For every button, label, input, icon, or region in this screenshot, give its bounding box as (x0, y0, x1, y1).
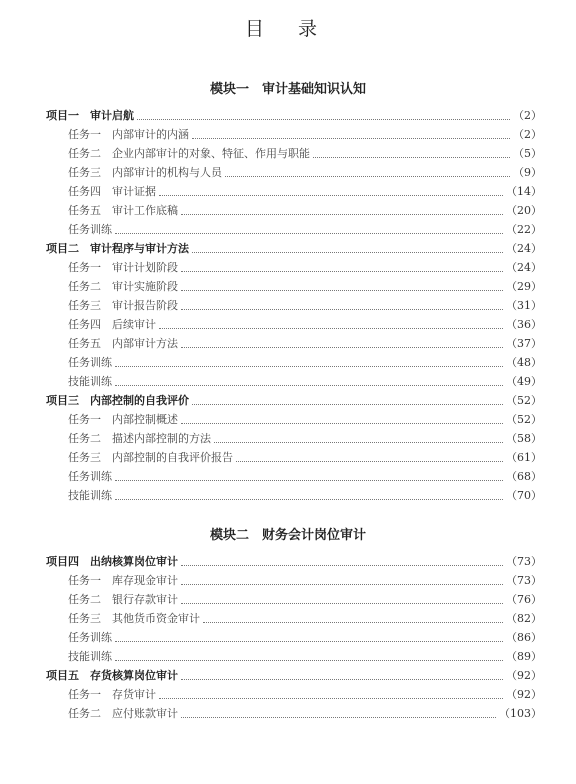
toc-project-entry[interactable] (46, 239, 542, 258)
entry-label: 任务五 内部审计方法 (68, 337, 178, 350)
entry-label: 任务训练 (68, 223, 112, 236)
toc-task-entry[interactable] (46, 467, 542, 486)
toc-section (46, 552, 542, 723)
dot-leader (181, 346, 503, 348)
dot-leader (115, 384, 503, 386)
page-number: （82） (506, 612, 542, 625)
toc-task-entry[interactable] (46, 334, 542, 353)
page-number: （22） (506, 223, 542, 236)
entry-label: 任务二 审计实施阶段 (68, 280, 178, 293)
entry-label: 任务一 内部控制概述 (68, 413, 178, 426)
page-number: （20） (506, 204, 542, 217)
page-number: （58） (506, 432, 542, 445)
page-number: （2） (513, 128, 542, 141)
dot-leader (236, 460, 503, 462)
entry-label: 任务二 企业内部审计的对象、特征、作用与职能 (68, 147, 310, 160)
page-number: （49） (506, 375, 542, 388)
toc-task-entry[interactable] (46, 201, 542, 220)
page-number: （14） (506, 185, 542, 198)
dot-leader (181, 289, 503, 291)
toc-task-entry[interactable] (46, 220, 542, 239)
toc-task-entry[interactable] (46, 628, 542, 647)
entry-label: 项目二 审计程序与审计方法 (46, 242, 189, 255)
toc-task-entry[interactable] (46, 144, 542, 163)
dot-leader (159, 697, 503, 699)
toc-task-entry[interactable] (46, 277, 542, 296)
module-title: 模块二 财务会计岗位审计 (209, 528, 366, 543)
dot-leader (115, 232, 503, 234)
dot-leader (181, 270, 503, 272)
dot-leader (181, 678, 503, 680)
dot-leader (203, 621, 503, 623)
toc-task-entry[interactable] (46, 315, 542, 334)
entry-label: 任务训练 (68, 470, 112, 483)
page-title: 目 录 (244, 18, 332, 40)
page-number: （92） (506, 688, 542, 701)
dot-leader (115, 365, 503, 367)
dot-leader (192, 251, 503, 253)
entry-label: 任务一 审计计划阶段 (68, 261, 178, 274)
entry-label: 任务训练 (68, 356, 112, 369)
entry-label: 任务一 存货审计 (68, 688, 156, 701)
page-number: （76） (506, 593, 542, 606)
toc-task-entry[interactable] (46, 372, 542, 391)
entry-label: 任务三 其他货币资金审计 (68, 612, 200, 625)
page-number: （52） (506, 394, 542, 407)
dot-leader (181, 308, 503, 310)
dot-leader (115, 498, 503, 500)
toc-task-entry[interactable] (46, 647, 542, 666)
page-number: （2） (513, 109, 542, 122)
entry-label: 项目一 审计启航 (46, 109, 134, 122)
toc-section (46, 106, 542, 505)
toc-task-entry[interactable] (46, 448, 542, 467)
entry-label: 任务三 内部审计的机构与人员 (68, 166, 222, 179)
page-number: （5） (513, 147, 542, 160)
entry-label: 任务四 后续审计 (68, 318, 156, 331)
dot-leader (181, 716, 496, 718)
entry-label: 任务四 审计证据 (68, 185, 156, 198)
page-number: （92） (506, 669, 542, 682)
dot-leader (115, 640, 503, 642)
toc-project-entry[interactable] (46, 552, 542, 571)
entry-label: 技能训练 (68, 375, 112, 388)
entry-label: 任务二 描述内部控制的方法 (68, 432, 211, 445)
dot-leader (181, 213, 503, 215)
dot-leader (181, 583, 503, 585)
dot-leader (115, 659, 503, 661)
toc-task-entry[interactable] (46, 486, 542, 505)
dot-leader (181, 564, 503, 566)
dot-leader (225, 175, 510, 177)
dot-leader (181, 602, 503, 604)
entry-label: 技能训练 (68, 650, 112, 663)
entry-label: 任务三 内部控制的自我评价报告 (68, 451, 233, 464)
toc-task-entry[interactable] (46, 571, 542, 590)
page-number: （9） (513, 166, 542, 179)
toc-task-entry[interactable] (46, 163, 542, 182)
toc-task-entry[interactable] (46, 704, 542, 723)
toc-task-entry[interactable] (46, 590, 542, 609)
page-number: （31） (506, 299, 542, 312)
page-number: （89） (506, 650, 542, 663)
dot-leader (313, 156, 510, 158)
toc-task-entry[interactable] (46, 685, 542, 704)
entry-label: 项目三 内部控制的自我评价 (46, 394, 189, 407)
toc-project-entry[interactable] (46, 666, 542, 685)
toc-task-entry[interactable] (46, 182, 542, 201)
page-number: （24） (506, 261, 542, 274)
module-title: 模块一 审计基础知识认知 (209, 82, 366, 97)
page-number: （36） (506, 318, 542, 331)
page-number: （24） (506, 242, 542, 255)
dot-leader (137, 118, 510, 120)
page-number: （86） (506, 631, 542, 644)
entry-label: 项目五 存货核算岗位审计 (46, 669, 178, 682)
entry-label: 任务二 应付账款审计 (68, 707, 178, 720)
page-number: （37） (506, 337, 542, 350)
page-number: （70） (506, 489, 542, 502)
page-number: （29） (506, 280, 542, 293)
entry-label: 任务三 审计报告阶段 (68, 299, 178, 312)
dot-leader (181, 422, 503, 424)
dot-leader (192, 403, 503, 405)
toc-project-entry[interactable] (46, 106, 542, 125)
toc-task-entry[interactable] (46, 609, 542, 628)
toc-task-entry[interactable] (46, 296, 542, 315)
toc-task-entry[interactable] (46, 258, 542, 277)
dot-leader (192, 137, 510, 139)
dot-leader (115, 479, 503, 481)
entry-label: 任务一 库存现金审计 (68, 574, 178, 587)
page-number: （73） (506, 555, 542, 568)
page-number: （61） (506, 451, 542, 464)
page-number: （52） (506, 413, 542, 426)
entry-label: 技能训练 (68, 489, 112, 502)
toc-task-entry[interactable] (46, 353, 542, 372)
entry-label: 任务二 银行存款审计 (68, 593, 178, 606)
toc-project-entry[interactable] (46, 391, 542, 410)
page-number: （103） (499, 707, 542, 720)
dot-leader (159, 327, 503, 329)
entry-label: 任务五 审计工作底稿 (68, 204, 178, 217)
toc-task-entry[interactable] (46, 410, 542, 429)
dot-leader (214, 441, 503, 443)
page-number: （48） (506, 356, 542, 369)
dot-leader (159, 194, 503, 196)
entry-label: 任务一 内部审计的内涵 (68, 128, 189, 141)
entry-label: 任务训练 (68, 631, 112, 644)
page-number: （73） (506, 574, 542, 587)
toc-task-entry[interactable] (46, 429, 542, 448)
page-number: （68） (506, 470, 542, 483)
toc-task-entry[interactable] (46, 125, 542, 144)
entry-label: 项目四 出纳核算岗位审计 (46, 555, 178, 568)
